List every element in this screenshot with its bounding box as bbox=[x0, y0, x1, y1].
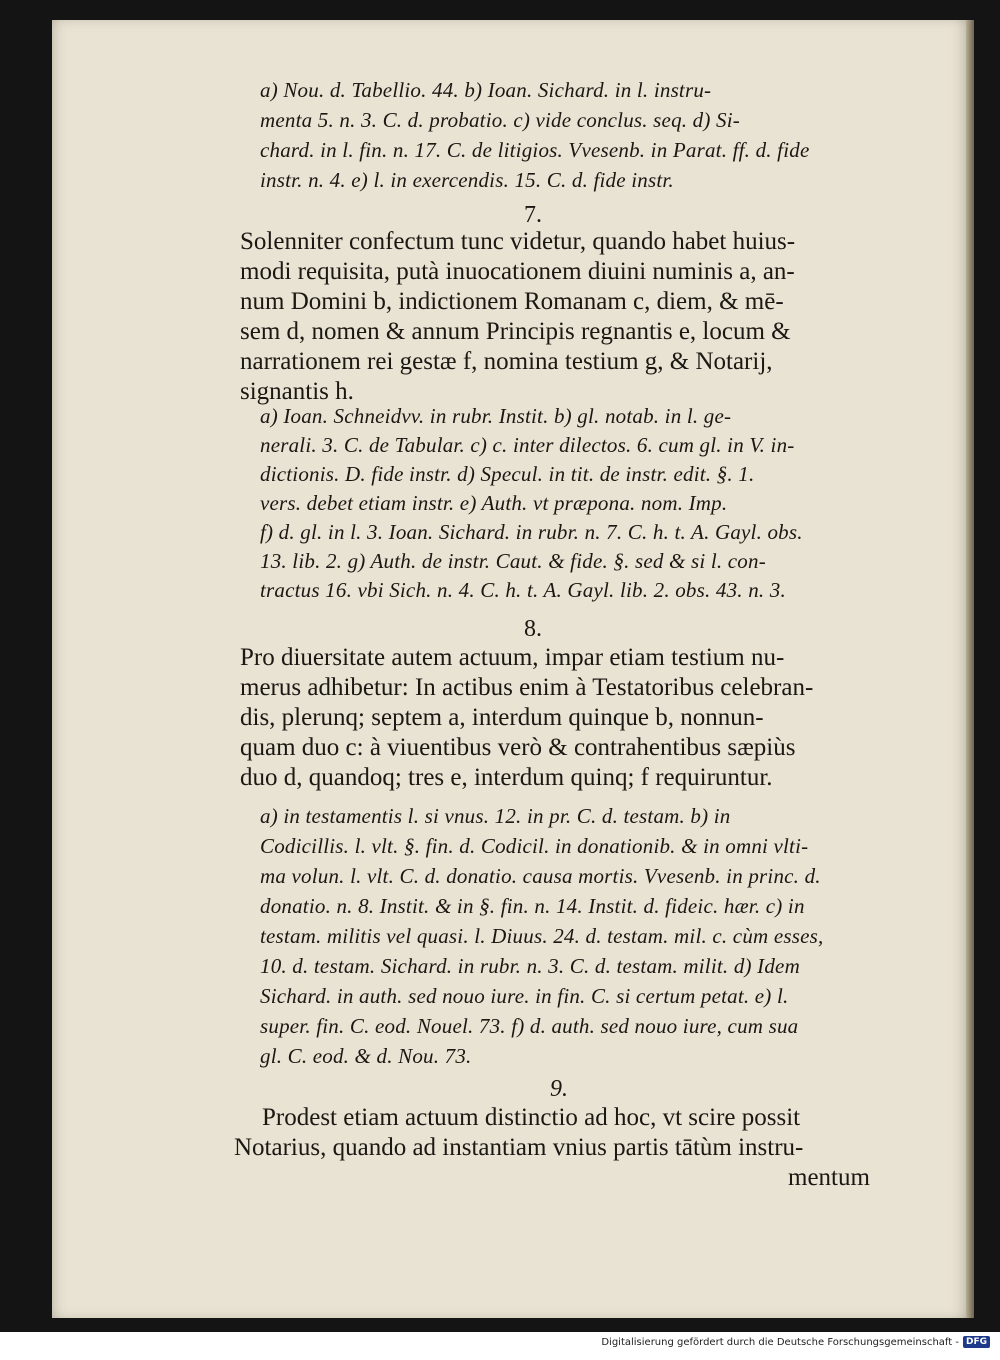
digitization-footer bbox=[601, 1336, 990, 1348]
body-line: quam duo c: à viuentibus verò & contrahentibus sæpiùs bbox=[240, 734, 796, 761]
page-edge-shadow bbox=[966, 20, 974, 1318]
footnote-line: 13. lib. 2. g) Auth. de instr. Caut. & fide. §. sed & si l. con- bbox=[260, 549, 766, 573]
footnote-line: tractus 16. vbi Sich. n. 4. C. h. t. A. Gayl. lib. 2. obs. 43. n. 3. bbox=[260, 578, 786, 602]
footnote-line: 10. d. testam. Sichard. in rubr. n. 3. C. d. testam. milit. d) Idem bbox=[260, 954, 800, 978]
footnote-line: menta 5. n. 3. C. d. probatio. c) vide conclus. seq. d) Si- bbox=[260, 108, 740, 132]
body-line: sem d, nomen & annum Principis regnantis e, locum & bbox=[240, 318, 791, 345]
footnote-line: chard. in l. fin. n. 17. C. de litigios. Vvesenb. in Parat. ff. d. fide bbox=[260, 138, 810, 162]
footnote-line: Sichard. in auth. sed nouo iure. in fin. C. si certum petat. e) l. bbox=[260, 984, 789, 1008]
footnote-line: vers. debet etiam instr. e) Auth. vt præpona. nom. Imp. bbox=[260, 491, 728, 515]
footer-text: Digitalisierung gefördert durch die Deutsche Forschungsgemeinschaft - bbox=[601, 1336, 959, 1348]
body-line: signantis h. bbox=[240, 378, 354, 405]
body-line: narrationem rei gestæ f, nomina testium g, & Notarij, bbox=[240, 348, 773, 375]
body-line: merus adhibetur: In actibus enim à Testatoribus celebran- bbox=[240, 674, 814, 701]
footnote-line: Codicillis. l. vlt. §. fin. d. Codicil. in donationib. & in omni vlti- bbox=[260, 834, 809, 858]
body-line: Pro diuersitate autem actuum, impar etiam testium nu- bbox=[240, 644, 785, 671]
footnote-line: a) in testamentis l. si vnus. 12. in pr. C. d. testam. b) in bbox=[260, 804, 731, 828]
footnote-line: nerali. 3. C. de Tabular. c) c. inter dilectos. 6. cum gl. in V. in- bbox=[260, 433, 795, 457]
footnote-line: testam. militis vel quasi. l. Diuus. 24. d. testam. mil. c. cùm esses, bbox=[260, 924, 824, 948]
footnote-line: dictionis. D. fide instr. d) Specul. in tit. de instr. edit. §. 1. bbox=[260, 462, 755, 486]
body-line: modi requisita, putà inuocationem diuini numinis a, an- bbox=[240, 258, 795, 285]
footnote-line: donatio. n. 8. Instit. & in §. fin. n. 14. Instit. d. fideic. hær. c) in bbox=[260, 894, 805, 918]
body-line: dis, plerunq; septem a, interdum quinque b, nonnun- bbox=[240, 704, 764, 731]
footnote-line: a) Ioan. Schneidvv. in rubr. Instit. b) gl. notab. in l. ge- bbox=[260, 404, 732, 428]
body-line: Prodest etiam actuum distinctio ad hoc, vt scire possit bbox=[262, 1104, 801, 1131]
footnote-line: a) Nou. d. Tabellio. 44. b) Ioan. Sichard. in l. instru- bbox=[260, 78, 712, 102]
book-page bbox=[52, 20, 974, 1318]
footnote-line: f) d. gl. in l. 3. Ioan. Sichard. in rubr. n. 7. C. h. t. A. Gayl. obs. bbox=[260, 520, 803, 544]
body-line: Notarius, quando ad instantiam vnius partis tātùm instru- bbox=[234, 1134, 804, 1161]
body-line: Solenniter confectum tunc videtur, quando habet huius- bbox=[240, 228, 796, 255]
section-number: 9. bbox=[550, 1076, 568, 1102]
section-number: 8. bbox=[524, 616, 542, 642]
body-line: num Domini b, indictionem Romanam c, diem, & mē- bbox=[240, 288, 784, 315]
dfg-logo: DFG bbox=[963, 1336, 990, 1348]
section-number: 7. bbox=[524, 202, 542, 228]
footnote-line: instr. n. 4. e) l. in exercendis. 15. C. d. fide instr. bbox=[260, 168, 674, 192]
body-line: duo d, quandoq; tres e, interdum quinq; f requiruntur. bbox=[240, 764, 773, 791]
catchword: mentum bbox=[788, 1164, 870, 1191]
footnote-line: gl. C. eod. & d. Nou. 73. bbox=[260, 1044, 472, 1068]
footnote-line: super. fin. C. eod. Nouel. 73. f) d. auth. sed nouo iure, cum sua bbox=[260, 1014, 799, 1038]
footnote-line: ma volun. l. vlt. C. d. donatio. causa mortis. Vvesenb. in princ. d. bbox=[260, 864, 821, 888]
